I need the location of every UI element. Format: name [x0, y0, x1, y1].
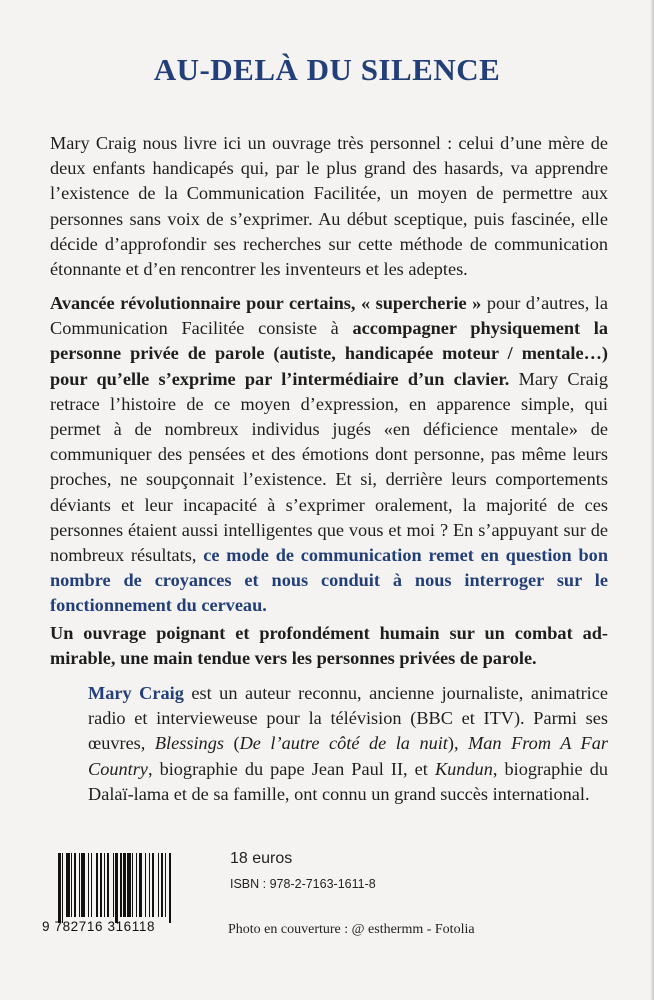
barcode-bar: [96, 853, 99, 917]
barcode-bar: [58, 853, 61, 923]
work-title-kundun: Kundun: [434, 758, 493, 779]
barcode-bar: [79, 853, 80, 917]
description-text-2: Mary Craig retrace l’histoire de ce moyen d’expression, en apparence simple, qui permet à de nombreux individus jugés «en déficience mentale» de communiquer des pensées et des émotions dont personne, pas même leurs proches, ne soupçonnait l’existence. Et si, derrière leurs comportements déviants et leur incapacité à s’exprimer oralement, la majorité de ces personnes étaient aussi intelligentes que vous et moi ? En s’appuyant sur de nombreux résultats,: [50, 368, 608, 566]
barcode-bar: [88, 853, 89, 917]
barcode-bar: [165, 853, 166, 917]
barcode-bar: [71, 853, 72, 917]
barcode-bar: [74, 853, 77, 917]
work-title-blessings: Blessings: [154, 733, 224, 754]
barcode-bar: [91, 853, 92, 917]
barcode-bar: [120, 853, 121, 917]
work-title-man-from: Man From A Far Country: [88, 733, 608, 779]
description-bold-method: accompagner physiquement la personne privée de parole (autiste, handicapée moteur / mentale…) pour qu’elle s’exprime par l’intermédiaire d’un clavier.: [50, 318, 608, 389]
barcode-bar: [149, 853, 150, 917]
barcode-bar: [158, 853, 159, 917]
description-text-1: pour d’autres, la Communication Facilitée consiste à: [50, 293, 608, 339]
barcode-bar: [136, 853, 137, 917]
price-label: 18 euros: [230, 850, 293, 867]
tagline-paragraph: Un ouvrage poignant et profondément humain sur un combat admirable, une main tendue vers les personnes privées de parole.: [50, 623, 608, 669]
summary-paragraph: Mary Craig nous livre ici un ouvrage très personnel : celui d’une mère de deux enfants handicapés qui, par le plus grand des hasards, va apprendre l’existence de la Communication Facilitée, un moyen de permettre aux personnes sans voix de s’exprimer. Au début sceptique, puis fascinée, elle décide d’approfondir ses recherches sur cette méthode de communication étonnante et d’en rencontrer les inventeurs et les adeptes.: [50, 133, 608, 280]
barcode-bar: [115, 853, 118, 923]
barcode-bar: [152, 853, 155, 917]
bio-text-3: ),: [447, 733, 469, 754]
barcode-bar: [145, 853, 146, 917]
book-title: AU-DELÀ DU SILENCE: [153, 52, 501, 87]
barcode: [42, 853, 212, 941]
barcode-digits: 9 782716 316118: [42, 919, 156, 934]
barcode-bars: [58, 853, 208, 919]
bio-text-5: , biographie du Dalaï-lama et de sa famille, ont connu un grand succès international.: [88, 758, 609, 804]
description-bold-intro: Avancée révolutionnaire pour certains, « supercherie »: [50, 293, 482, 313]
barcode-bar: [139, 853, 143, 917]
description-paragraph: [50, 291, 608, 619]
photo-credit: Photo en couverture : @ esthermm - Fotolia: [228, 922, 475, 937]
isbn-label: ISBN : 978-2-7163-1611-8: [230, 877, 376, 891]
work-title-french: De l’autre côté de la nuit: [239, 733, 448, 754]
barcode-bar: [169, 853, 172, 923]
barcode-bar: [123, 853, 126, 917]
bio-text-2: (: [223, 733, 240, 754]
author-bio-paragraph: [88, 681, 608, 807]
barcode-bar: [127, 853, 131, 917]
barcode-bar: [62, 853, 63, 923]
description-highlight: ce mode de communication remet en question bon nombre de croyances et nous conduit à nous interroger sur le fonctionnement du cerveau.: [50, 545, 608, 616]
barcode-bar: [132, 853, 133, 917]
bio-text-1: est un auteur reconnu, ancienne journaliste, animatrice radio et intervieweuse pour la télévision (BBC et ITV). Parmi ses œuvres,: [88, 683, 608, 754]
page-edge-shadow: [650, 0, 654, 1000]
author-name: Mary Craig: [88, 683, 184, 703]
barcode-bar: [161, 853, 164, 917]
barcode-bar: [104, 853, 105, 917]
barcode-bar: [81, 853, 85, 917]
barcode-bar: [100, 853, 103, 917]
bio-text-4: , biographie du pape Jean Paul II, et: [147, 758, 435, 779]
barcode-bar: [113, 853, 114, 917]
barcode-bar: [107, 853, 108, 917]
barcode-bar: [66, 853, 70, 917]
